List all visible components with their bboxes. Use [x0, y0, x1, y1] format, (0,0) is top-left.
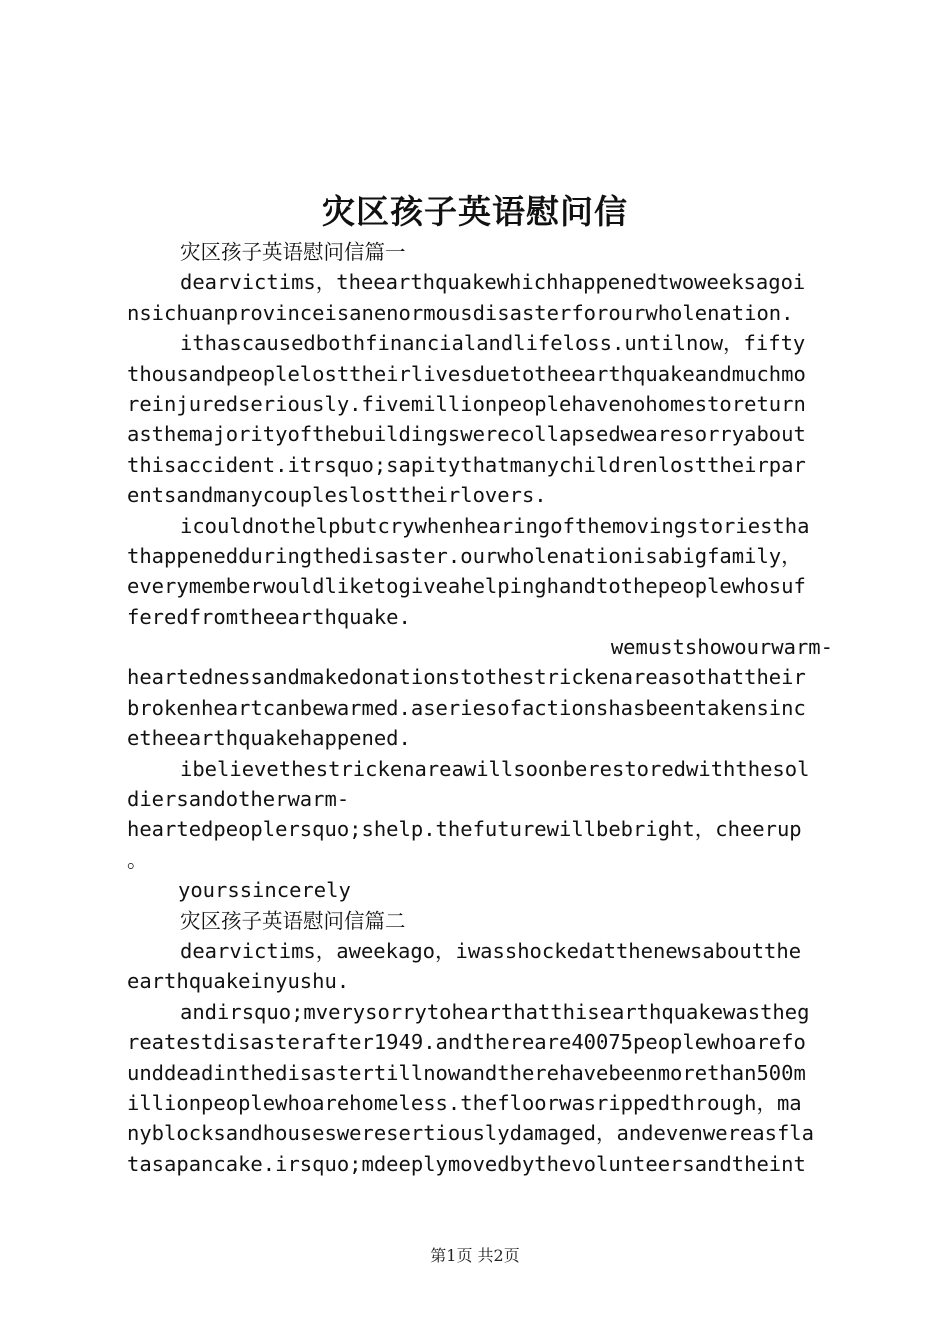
text-line: wemustshowourwarm-	[610, 635, 833, 660]
document-title: 灾区孩子英语慰问信	[322, 192, 628, 231]
signature-line: yourssincerely	[178, 878, 351, 903]
text-line: asthemajorityofthebuildingswerecollapsedwearesorryabout	[127, 422, 806, 447]
document-body	[127, 237, 833, 1179]
text-line: heartedpeoplersquo;shelp.thefuturewillbebright，cheerup	[127, 817, 802, 842]
text-line: etheearthquakehappened.	[127, 726, 411, 751]
text-line: thisaccident.itrsquo;sapitythatmanychildrenlosttheirpar	[127, 452, 806, 477]
text-line: entsandmanycoupleslosttheirlovers.	[127, 483, 547, 508]
text-line: 。	[127, 847, 148, 872]
text-line: brokenheartcanbewarmed.aseriesofactionshasbeentakensinc	[127, 695, 806, 720]
text-line: illionpeoplewhoarehomeless.thefloorwasrippedthrough，ma	[127, 1090, 802, 1115]
text-line: diersandotherwarm-	[127, 787, 350, 812]
text-line: everymemberwouldliketogiveahelpinghandtothepeoplewhosuf	[127, 574, 806, 599]
text-line: ibelievethestrickenareawillsoonberestoredwiththesol	[180, 756, 810, 781]
section-heading-1: 灾区孩子英语慰问信篇一	[180, 240, 406, 264]
text-line: nyblocksandhousesweresertiouslydamaged，andevenwereasfla	[127, 1121, 814, 1146]
text-line: thappenedduringthedisaster.ourwholenationisabigfamily，	[127, 543, 802, 568]
text-line: andirsquo;mverysorrytohearthatthisearthquakewastheg	[180, 999, 810, 1024]
text-line: tasapancake.irsquo;mdeeplymovedbythevolunteersandtheint	[127, 1151, 806, 1176]
text-line: dearvictims，aweekago，iwasshockedatthenewsaboutthe	[180, 938, 802, 963]
text-line: unddeadinthedisastertillnowandtherehavebeenmorethan500m	[127, 1060, 806, 1085]
text-line: feredfromtheearthquake.	[127, 604, 411, 629]
text-line: icouldnothelpbutcrywhenhearingofthemovingstoriestha	[180, 513, 810, 538]
text-line: nsichuanprovinceisanenormousdisasterforourwholenation.	[127, 300, 794, 325]
text-line: earthquakeinyushu.	[127, 969, 350, 994]
text-line: heartednessandmakedonationstothestrickenareasothattheir	[127, 665, 806, 690]
text-line: thousandpeoplelosttheirlivesduetotheearthquakeandmuchmo	[127, 361, 806, 386]
text-line: dearvictims，theearthquakewhichhappenedtwoweeksagoi	[180, 270, 806, 295]
text-line: reatestdisasterafter1949.andthereare40075peoplewhoarefo	[127, 1030, 806, 1055]
text-line: ithascausedbothfinancialandlifeloss.untilnow，fifty	[180, 331, 806, 356]
page-number: 第1页 共2页	[430, 1246, 520, 1265]
section-heading-2: 灾区孩子英语慰问信篇二	[180, 908, 406, 933]
text-line: reinjuredseriously.fivemillionpeoplehavenohomestoreturn	[127, 391, 806, 416]
